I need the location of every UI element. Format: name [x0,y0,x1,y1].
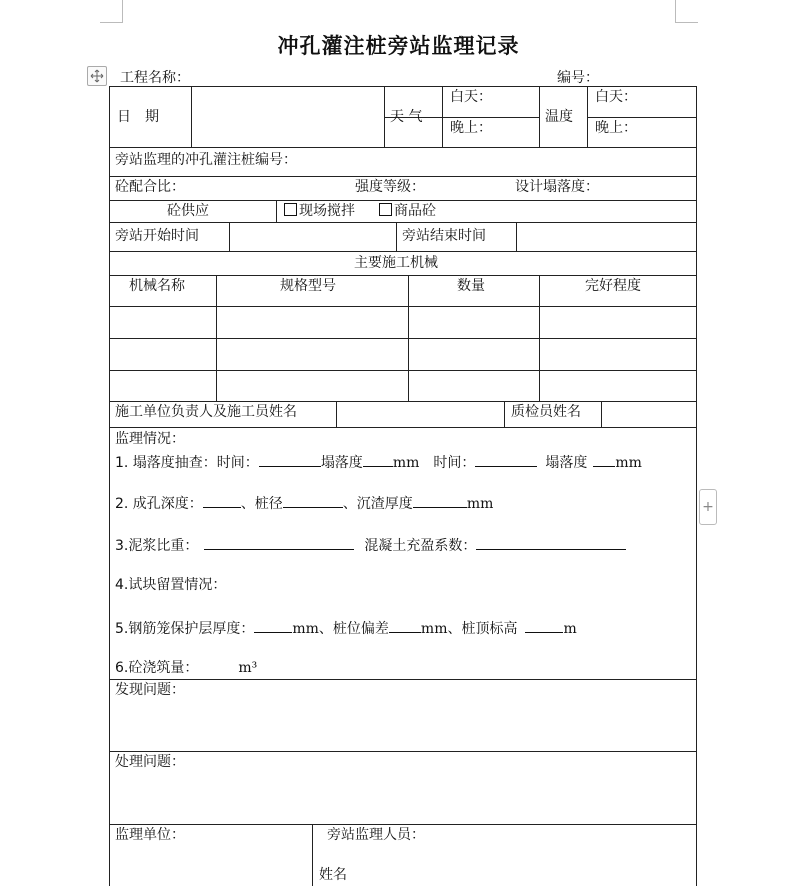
test-block-line: 4.试块留置情况： [115,577,227,593]
temperature-label: 温度 [545,109,573,125]
staff-name-label: 姓名 [319,867,347,883]
onsite-mixing-option[interactable]: 现场搅拌 [284,203,355,219]
page-corner-marker [675,0,698,23]
weather-night-label: 晚上： [450,120,492,136]
slump-check-line: 1. 塌落度抽查：时间： 塌落度 mm 时间： 塌落度 mm [115,455,642,471]
rebar-cover-line: 5.钢筋笼保护层厚度： mm、桩位偏差 mm、桩顶标高 m [115,621,577,637]
problems-found-label: 发现问题： [115,682,185,698]
machinery-column-quantity: 数量 [457,278,485,294]
start-time-label: 旁站开始时间 [115,228,199,244]
inspector-name-label: 质检员姓名 [511,404,581,420]
machinery-column-name: 机械名称 [129,278,185,294]
move-icon [90,69,104,83]
supervision-unit-label: 监理单位： [115,827,185,843]
contractor-staff-label: 施工单位负责人及施工员姓名 [115,404,297,420]
project-name-label: 工程名称： [120,70,190,86]
page-title: 冲孔灌注桩旁站监理记录 [277,33,520,58]
supervision-staff-label: 旁站监理人员： [327,827,425,843]
supervision-form-table [109,86,697,886]
commercial-concrete-option[interactable]: 商品砼 [379,203,436,219]
supervision-heading: 监理情况： [115,431,185,447]
checkbox-icon[interactable] [284,203,297,216]
record-number-label: 编号： [557,70,599,86]
problems-handled-label: 处理问题： [115,754,185,770]
machinery-column-condition: 完好程度 [585,278,641,294]
strength-grade-label: 强度等级： [355,179,425,195]
hole-depth-line: 2. 成孔深度： 、桩径 、沉渣厚度 mm [115,496,494,512]
temperature-night-label: 晚上： [595,120,637,136]
table-move-handle[interactable] [87,66,107,86]
weather-label: 天 气 [390,109,423,125]
mix-ratio-label: 砼配合比： [115,179,185,195]
slurry-density-line: 3.泥浆比重： 混凝土充盈系数： [115,536,626,554]
machinery-heading: 主要施工机械 [354,255,438,271]
date-label: 日 期 [117,109,159,125]
pour-volume-line: 6.砼浇筑量： m³ [115,660,258,676]
page-corner-marker [100,0,123,23]
add-column-button[interactable] [699,489,717,525]
temperature-day-label: 白天： [595,89,637,105]
machinery-column-model: 规格型号 [280,278,336,294]
design-slump-label: 设计塌落度： [515,179,599,195]
plus-icon: + [702,499,714,515]
pile-number-label: 旁站监理的冲孔灌注桩编号： [115,152,297,168]
end-time-label: 旁站结束时间 [402,228,486,244]
concrete-supply-label: 砼供应 [167,203,209,219]
checkbox-icon[interactable] [379,203,392,216]
weather-day-label: 白天： [450,89,492,105]
